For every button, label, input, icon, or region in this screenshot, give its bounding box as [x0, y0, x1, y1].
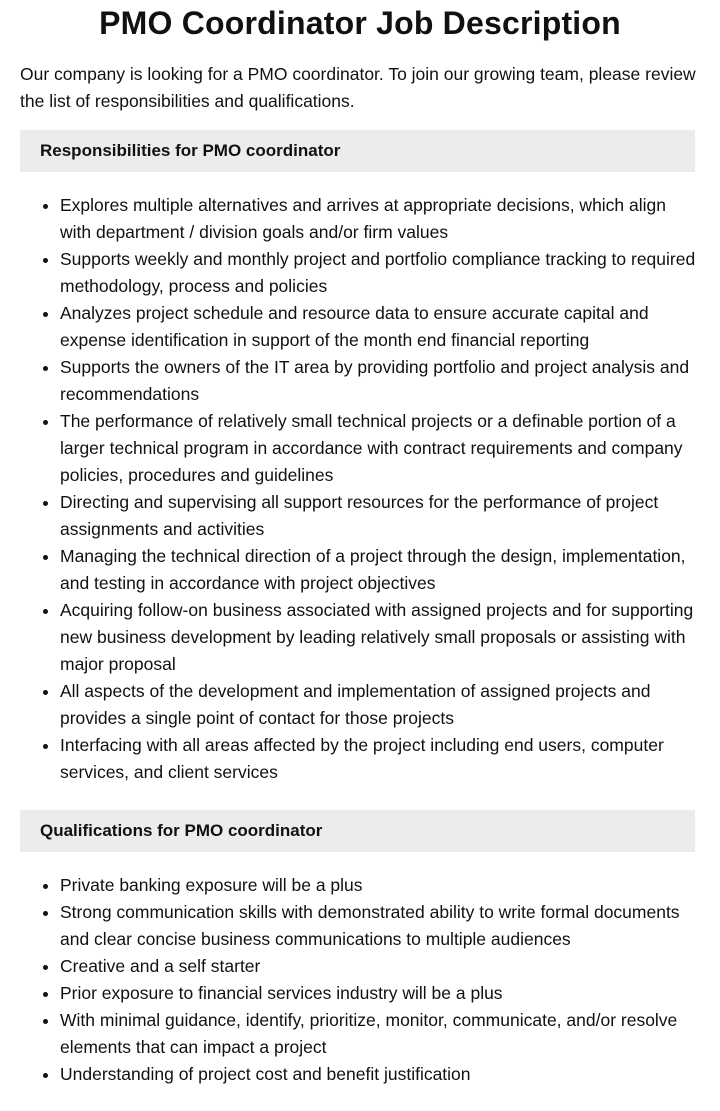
list-item: • Strong communication skills with demonstrated ability to write formal documents and clear concise business communications to multiple audiences — [60, 899, 700, 953]
list-item: • Managing the technical direction of a project through the design, implementation, and testing in accordance with project objectives — [60, 543, 700, 597]
qualifications-heading: Qualifications for PMO coordinator — [20, 810, 695, 852]
responsibilities-heading: Responsibilities for PMO coordinator — [20, 130, 695, 172]
list-item: • Explores multiple alternatives and arrives at appropriate decisions, which align with department / division goals and/or firm values — [60, 192, 700, 246]
responsibilities-list — [20, 192, 700, 786]
list-item: • Analyzes project schedule and resource data to ensure accurate capital and expense identification in support of the month end financial reporting — [60, 300, 700, 354]
list-item: • Understanding of project cost and benefit justification — [60, 1061, 700, 1088]
list-item: • Supports the owners of the IT area by providing portfolio and project analysis and recommendations — [60, 354, 700, 408]
list-item: • Acquiring follow-on business associated with assigned projects and for supporting new business development by leading relatively small proposals or assisting with major proposal — [60, 597, 700, 678]
list-item: • The performance of relatively small technical projects or a definable portion of a larger technical program in accordance with contract requirements and company policies, procedures and guidelines — [60, 408, 700, 489]
list-item: • Prior exposure to financial services industry will be a plus — [60, 980, 700, 1007]
list-item: • Directing and supervising all support resources for the performance of project assignments and activities — [60, 489, 700, 543]
list-item: • Creative and a self starter — [60, 953, 700, 980]
page-title: PMO Coordinator Job Description — [99, 5, 621, 41]
list-item: • Private banking exposure will be a plus — [60, 872, 700, 899]
list-item: • Interfacing with all areas affected by the project including end users, computer services, and client services — [60, 732, 700, 786]
qualifications-list — [20, 872, 700, 1088]
list-item: • Supports weekly and monthly project and portfolio compliance tracking to required methodology, process and policies — [60, 246, 700, 300]
intro-text: Our company is looking for a PMO coordinator. To join our growing team, please review the list of responsibilities and qualifications. — [20, 64, 696, 111]
list-item: • With minimal guidance, identify, prioritize, monitor, communicate, and/or resolve elements that can impact a project — [60, 1007, 700, 1061]
list-item: • All aspects of the development and implementation of assigned projects and provides a single point of contact for those projects — [60, 678, 700, 732]
